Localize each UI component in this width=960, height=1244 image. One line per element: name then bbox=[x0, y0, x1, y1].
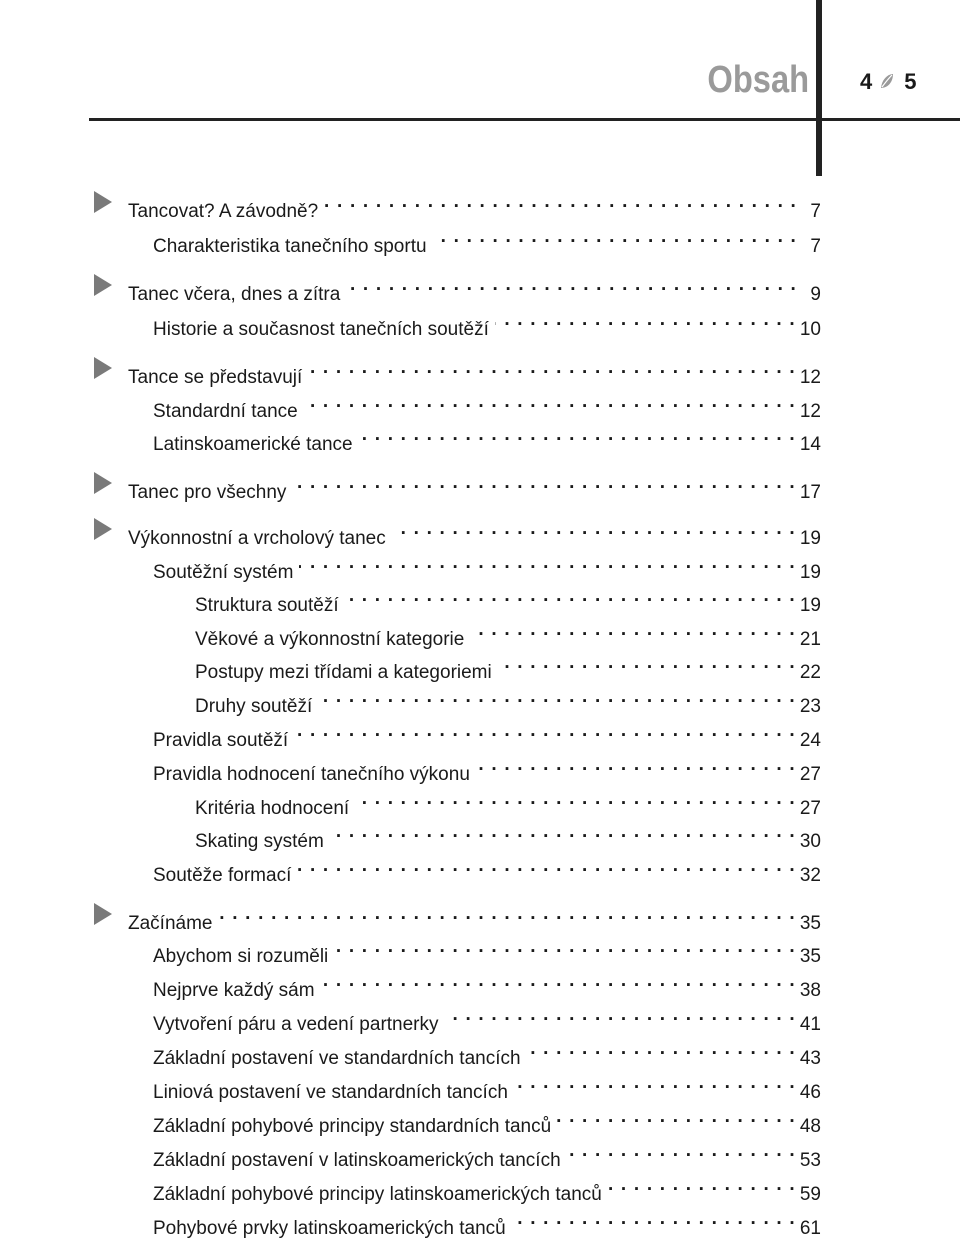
dot-leader bbox=[321, 966, 796, 996]
toc-entry-title: Pravidla soutěží bbox=[153, 730, 289, 751]
dot-leader bbox=[294, 716, 796, 746]
toc-entry[interactable] bbox=[153, 222, 821, 257]
toc-entry-title: Základní postavení ve standardních tancích bbox=[153, 1048, 521, 1069]
toc-entry[interactable] bbox=[153, 750, 821, 785]
dot-leader bbox=[334, 932, 796, 962]
toc-entry-title: Standardní tance bbox=[153, 401, 298, 422]
toc-entry-title: Tance se představují bbox=[128, 367, 303, 388]
toc-entry[interactable] bbox=[153, 932, 821, 967]
toc-entry-page: 19 bbox=[799, 595, 821, 616]
page-number-right: 5 bbox=[904, 69, 917, 94]
section-arrow-icon bbox=[94, 274, 112, 296]
toc-entry-title: Základní pohybové principy latinskoamerických tanců bbox=[153, 1184, 602, 1205]
toc-entry-title: Nejprve každý sám bbox=[153, 980, 315, 1001]
toc-entry[interactable] bbox=[195, 581, 821, 616]
toc-entry-title: Tanec včera, dnes a zítra bbox=[128, 284, 341, 305]
dot-leader bbox=[392, 514, 796, 544]
toc-entry-page: 35 bbox=[799, 913, 821, 934]
toc-entry-page: 48 bbox=[799, 1116, 821, 1137]
toc-entry-page: 53 bbox=[799, 1150, 821, 1171]
toc-entry-page: 17 bbox=[799, 482, 821, 503]
toc-entry-title: Historie a současnost tanečních soutěží bbox=[153, 319, 489, 340]
dot-leader bbox=[445, 1000, 796, 1030]
section-arrow-icon bbox=[94, 903, 112, 925]
dot-leader bbox=[433, 222, 797, 252]
toc-entry-title: Vytvoření páru a vedení partnerky bbox=[153, 1014, 439, 1035]
toc-entry[interactable] bbox=[195, 784, 821, 819]
toc-entry-title: Postupy mezi třídami a kategoriemi bbox=[195, 662, 492, 683]
toc-entry[interactable] bbox=[153, 305, 821, 340]
toc-entry[interactable] bbox=[153, 420, 821, 455]
dot-leader bbox=[345, 581, 796, 611]
toc-entry-page: 7 bbox=[810, 236, 821, 257]
toc-entry-title: Charakteristika tanečního sportu bbox=[153, 236, 427, 257]
dot-leader bbox=[346, 270, 797, 300]
dot-leader bbox=[514, 1068, 796, 1098]
toc-entry-page: 22 bbox=[799, 662, 821, 683]
toc-entry[interactable] bbox=[195, 615, 821, 650]
toc-entry-page: 27 bbox=[799, 798, 821, 819]
toc-entry-page: 59 bbox=[799, 1184, 821, 1205]
toc-entry-title: Soutěže formací bbox=[153, 865, 292, 886]
dot-leader bbox=[308, 353, 796, 383]
toc-entry-page: 61 bbox=[799, 1218, 821, 1239]
toc-entry[interactable] bbox=[153, 1170, 821, 1205]
toc-entry-title: Struktura soutěží bbox=[195, 595, 339, 616]
toc-entry-page: 19 bbox=[799, 562, 821, 583]
dot-leader bbox=[292, 468, 795, 498]
toc-entry-page: 12 bbox=[799, 401, 821, 422]
dot-leader bbox=[299, 548, 795, 578]
dot-leader bbox=[495, 305, 796, 335]
toc-entry[interactable] bbox=[153, 548, 821, 583]
toc-entry[interactable] bbox=[153, 716, 821, 751]
section-arrow-icon bbox=[94, 357, 112, 379]
toc-entry-page: 21 bbox=[799, 629, 821, 650]
section-arrow-icon bbox=[94, 191, 112, 213]
toc-entry-page: 24 bbox=[799, 730, 821, 751]
toc-entry[interactable] bbox=[195, 682, 821, 717]
toc-entry-title: Soutěžní systém bbox=[153, 562, 294, 583]
dot-leader bbox=[330, 817, 796, 847]
dot-leader bbox=[297, 851, 796, 881]
dot-leader bbox=[324, 187, 797, 217]
toc-entry-title: Výkonnostní a vrcholový tanec bbox=[128, 528, 386, 549]
toc-entry[interactable] bbox=[128, 353, 821, 388]
dot-leader bbox=[567, 1136, 796, 1166]
toc-entry-page: 35 bbox=[799, 946, 821, 967]
toc-entry-page: 7 bbox=[810, 201, 821, 222]
dot-leader bbox=[512, 1204, 796, 1234]
toc-entry-page: 23 bbox=[799, 696, 821, 717]
toc-entry-page: 12 bbox=[799, 367, 821, 388]
toc-entry[interactable] bbox=[153, 1068, 821, 1103]
toc-entry-title: Kritéria hodnocení bbox=[195, 798, 350, 819]
toc-entry[interactable] bbox=[153, 1034, 821, 1069]
dot-leader bbox=[608, 1170, 796, 1200]
toc-entry-page: 41 bbox=[799, 1014, 821, 1035]
dot-leader bbox=[318, 682, 796, 712]
dot-leader bbox=[498, 648, 796, 678]
toc-entry-title: Druhy soutěží bbox=[195, 696, 313, 717]
toc-entry-title: Věkové a výkonnostní kategorie bbox=[195, 629, 465, 650]
toc-entry-title: Tanec pro všechny bbox=[128, 482, 287, 503]
toc-entry[interactable] bbox=[153, 1204, 821, 1239]
toc-entry-title: Pohybové prvky latinskoamerických tanců bbox=[153, 1218, 506, 1239]
toc-entry-title: Tancovat? A závodně? bbox=[128, 201, 319, 222]
dot-leader bbox=[470, 615, 796, 645]
toc-entry-page: 43 bbox=[799, 1048, 821, 1069]
toc-entry-title: Latinskoamerické tance bbox=[153, 434, 353, 455]
toc-entry[interactable] bbox=[153, 1000, 821, 1035]
toc-entry-title: Skating systém bbox=[195, 831, 324, 852]
dot-leader bbox=[304, 387, 796, 417]
toc-entry-page: 30 bbox=[799, 831, 821, 852]
toc-entry[interactable] bbox=[153, 966, 821, 1001]
toc-entry-title: Pravidla hodnocení tanečního výkonu bbox=[153, 764, 470, 785]
toc-entry[interactable] bbox=[153, 1136, 821, 1171]
toc-entry[interactable] bbox=[153, 1102, 821, 1137]
toc-entry-page: 9 bbox=[810, 284, 821, 305]
toc-entry[interactable] bbox=[128, 270, 821, 305]
toc-entry-title: Základní postavení v latinskoamerických tancích bbox=[153, 1150, 561, 1171]
dot-leader bbox=[218, 899, 795, 929]
toc-entry[interactable] bbox=[195, 648, 821, 683]
toc-entry-title: Základní pohybové principy standardních tanců bbox=[153, 1116, 552, 1137]
toc-entry-page: 32 bbox=[799, 865, 821, 886]
toc-entry-page: 19 bbox=[799, 528, 821, 549]
toc-entry[interactable] bbox=[195, 817, 821, 852]
toc-entry[interactable] bbox=[128, 187, 821, 222]
toc-entry-title: Začínáme bbox=[128, 913, 213, 934]
toc-entry-title: Abychom si rozuměli bbox=[153, 946, 329, 967]
toc-entry-page: 46 bbox=[799, 1082, 821, 1103]
toc-entry-page: 27 bbox=[799, 764, 821, 785]
toc-entry[interactable] bbox=[128, 899, 821, 934]
toc-entry[interactable] bbox=[153, 387, 821, 422]
dot-leader bbox=[355, 784, 796, 814]
dot-leader bbox=[359, 420, 796, 450]
section-arrow-icon bbox=[94, 472, 112, 494]
page-title: Obsah bbox=[707, 59, 810, 101]
dot-leader bbox=[476, 750, 796, 780]
toc-entry-page: 38 bbox=[799, 980, 821, 1001]
section-arrow-icon bbox=[94, 518, 112, 540]
toc-entry[interactable] bbox=[128, 514, 821, 549]
dot-leader bbox=[527, 1034, 796, 1064]
toc-entry[interactable] bbox=[128, 468, 821, 503]
toc-entry-page: 14 bbox=[799, 434, 821, 455]
toc-entry[interactable] bbox=[153, 851, 821, 886]
dot-leader bbox=[557, 1102, 796, 1132]
toc-entry-title: Liniová postavení ve standardních tancích bbox=[153, 1082, 508, 1103]
toc-entry-page: 10 bbox=[799, 319, 821, 340]
page-number-left: 4 bbox=[860, 69, 873, 94]
